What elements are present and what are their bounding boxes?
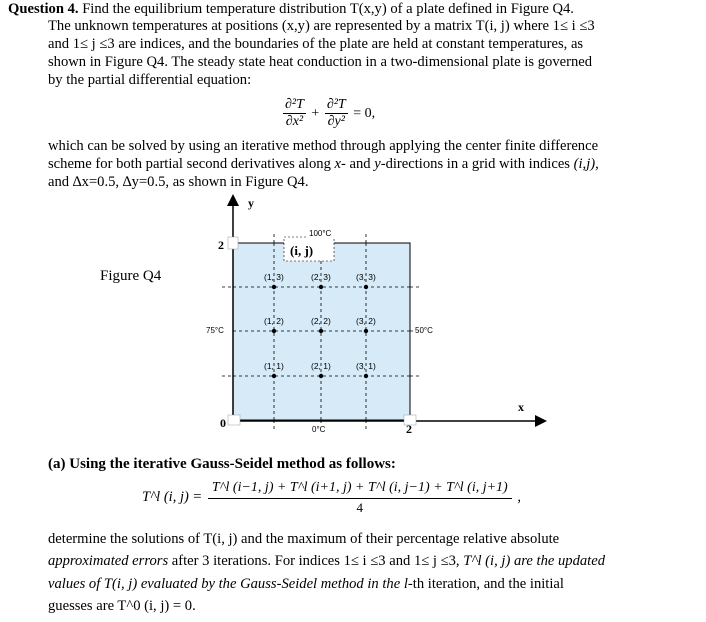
question-line-4: shown in Figure Q4. The steady state heat conduction in a two-dimensional plate is governed <box>48 54 593 70</box>
x-tick-2: 2 <box>406 422 412 436</box>
left-temp: 75°C <box>206 326 224 335</box>
node-label-2-2: (2, 2) <box>311 316 331 326</box>
bottom-temp: 0°C <box>312 425 326 434</box>
gs-denominator: 4 <box>356 500 364 515</box>
figure-label: Figure Q4 <box>100 268 162 284</box>
node-3-3 <box>364 285 368 289</box>
y-axis-label: y <box>248 196 254 210</box>
question-line-2: The unknown temperatures at positions (x,y) are represented by a matrix T(i, j) where 1≤ i ≤3 <box>48 18 595 34</box>
node-label-1-3: (1, 3) <box>264 272 284 282</box>
origin-box <box>228 415 240 425</box>
node-2-1 <box>319 374 323 378</box>
question-line-7: scheme for both partial second derivatives along x- and y-directions in a grid with indices (i,j), <box>48 156 599 172</box>
question-line-3: and 1≤ j ≤3 are indices, and the boundaries of the plate are held at constant temperatures, as <box>48 36 584 52</box>
node-1-1 <box>272 374 276 378</box>
origin-label: 0 <box>220 416 226 430</box>
part-a-line-2: determine the solutions of T(i, j) and the maximum of their percentage relative absolute <box>48 531 560 547</box>
part-a-heading: (a) Using the iterative Gauss-Seidel method as follows: <box>48 456 396 472</box>
node-label-1-2: (1, 2) <box>264 316 284 326</box>
node-label-3-3: (3, 3) <box>356 272 376 282</box>
y-tick-2: 2 <box>218 238 224 252</box>
question-line-5: by the partial differential equation: <box>48 72 252 88</box>
x-axis-label: x <box>518 400 524 414</box>
node-3-1 <box>364 374 368 378</box>
gauss-seidel-equation: T^l (i, j) = $\frac{T\^{}l (i-1, j) + T\^{}l (i+1, j) + T\^{}l (i, j-1) + T\^{}l (i, j+1)}{4}$ , <box>142 480 521 515</box>
node-label-1-1: (1, 1) <box>264 361 284 371</box>
node-label-2-1: (2, 1) <box>311 361 331 371</box>
node-1-2 <box>272 329 276 333</box>
part-a-line-4: values of T(i, j) evaluated by the Gauss-Seidel method in the l-th iteration, and the initial <box>48 576 564 592</box>
part-a-line-3: approximated errors after 3 iterations. For indices 1≤ i ≤3 and 1≤ j ≤3, T^l (i, j) are the updated <box>48 553 606 569</box>
ij-label: (i, j) <box>290 243 314 258</box>
pde-equation: $\frac{\text{∂²T}}{\text{∂x²}}$ + $\frac{\text{∂²T}}{\text{∂y²}}$ = 0, <box>285 97 376 129</box>
part-a-line-5: guesses are T^0 (i, j) = 0. <box>48 598 196 614</box>
node-3-2 <box>364 329 368 333</box>
pde-term-x: $\frac{\text{∂²T}}{\text{∂x²}}$ <box>285 97 304 129</box>
question-line-8: and ∆x=0.5, ∆y=0.5, as shown in Figure Q4. <box>48 174 309 190</box>
right-temp: 50°C <box>415 326 433 335</box>
question-line-1: Question 4. Find the equilibrium temperature distribution T(x,y) of a plate defined in Figure Q4. <box>8 1 574 17</box>
node-2-2 <box>319 329 323 333</box>
node-1-3 <box>272 285 276 289</box>
question-line-6: which can be solved by using an iterative method through applying the center finite difference <box>48 138 599 154</box>
gs-numerator: T^l (i−1, j) + T^l (i+1, j) + T^l (i, j−1) + T^l (i, j+1) <box>208 478 512 499</box>
node-label-2-3: (2, 3) <box>311 272 331 282</box>
node-label-3-2: (3, 2) <box>356 316 376 326</box>
node-2-3 <box>319 285 323 289</box>
question-number: Question 4. <box>8 1 79 17</box>
pde-term-y: $\frac{\text{∂²T}}{\text{∂y²}}$ <box>326 97 346 129</box>
top-temp: 100°C <box>309 229 332 238</box>
y-tick-box <box>228 237 238 249</box>
node-label-3-1: (3, 1) <box>356 361 376 371</box>
